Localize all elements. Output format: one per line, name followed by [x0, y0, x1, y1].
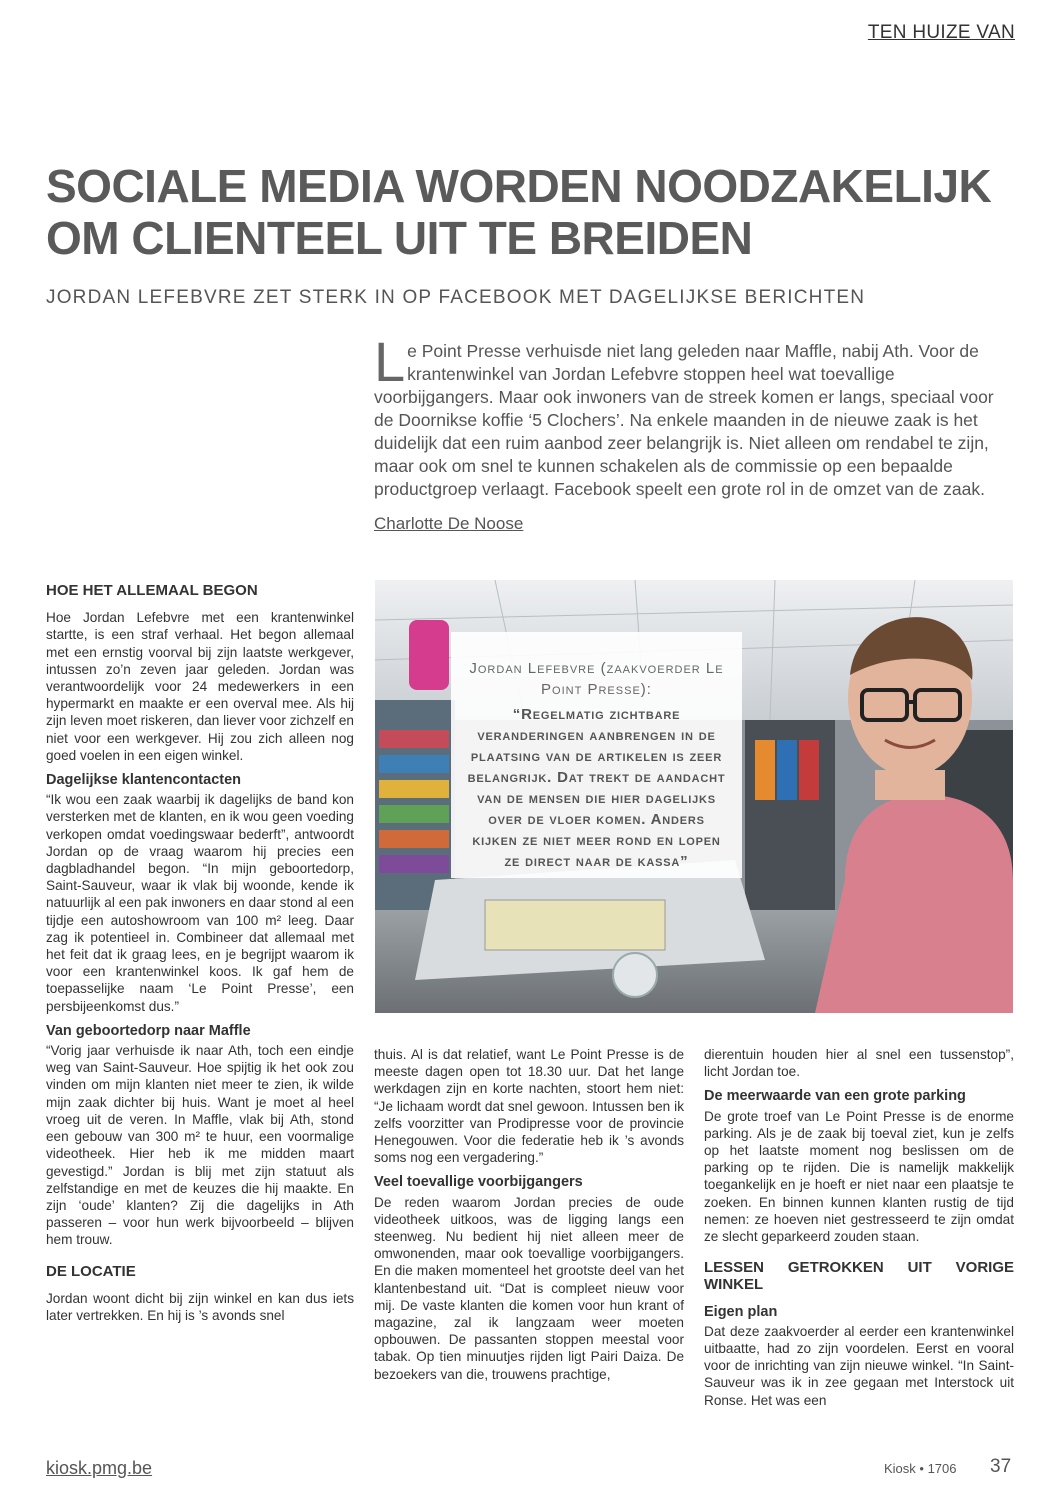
- quote-attribution: Jordan Lefebvre (zaakvoerder Le Point Presse):: [469, 660, 724, 698]
- paragraph: Jordan woont dicht bij zijn winkel en kan dus iets later vertrekken. En hij is ’s avonds snel: [46, 1290, 354, 1323]
- heading-begin: HOE HET ALLEMAAL BEGON: [46, 582, 258, 599]
- subheading-maffle: Van geboortedorp naar Maffle: [46, 1022, 251, 1039]
- headline: SOCIALE MEDIA WORDEN NOODZAKELIJK OM CLIENTEEL UIT TE BREIDEN: [46, 160, 992, 264]
- subheadline: JORDAN LEFEBVRE ZET STERK IN OP FACEBOOK MET DAGELIJKSE BERICHTEN: [46, 287, 866, 308]
- column-2: [374, 1046, 684, 1391]
- paragraph: Hoe Jordan Lefebvre met een krantenwinkel startte, is een straf verhaal. Het begon allemaal met een ernstig voorval bij zijn laatste werkgever, intussen zo’n zeven jaar geleden. Jordan was verantwoordelijk voor 24 medewerkers in een hypermarkt en maakte er een overval mee. Als hij zijn leven moet riskeren, dan liever voor zichzelf en niet voor een werkgever. Hij zou zich alleen nog goed voelen in een eigen winkel.: [46, 610, 354, 763]
- pull-quote-text: “Regelmatig zichtbare veranderingen aanbrengen in de plaatsing van de artikelen is zeer belangrijk. Dat trekt de aandacht van de mensen die hier dagelijks over de vloer komen. Anders kijken ze niet meer rond en lopen ze direct naar de kassa”: [467, 706, 726, 870]
- subheading-voorbijgangers: Veel toevallige voorbijgangers: [374, 1174, 583, 1191]
- subheading-contact: Dagelijkse klantencontacten: [46, 772, 242, 789]
- footer-site-link[interactable]: kiosk.pmg.be: [46, 1458, 153, 1478]
- subheading-plan: Eigen plan: [704, 1303, 778, 1320]
- pull-quote-box: [451, 632, 742, 878]
- paragraph: “Vorig jaar verhuisde ik naar Ath, toch een eindje weg van Saint-Sauveur. Hoe spijtig ik het ook zou vinden om mijn klanten niet meer te zien, ik wilde mijn zaak dichter bij huis. Want je moet al heel vroeg uit de veren. In Maffle, vlak bij Ath, stond een gebouw van 300 m² te huur, een voormalige videotheek. Hier heb ik me midden maart gevestigd.” Jordan is blij met zijn statuut als zelfstandige en met de keuzes die hij maakte. En zijn ‘oude’ klanten? Zij die dagelijks in Ath passeren – voor hun werk bijvoorbeeld – blijven hem trouw.: [46, 1043, 354, 1248]
- page-number: 37: [990, 1456, 1012, 1477]
- paragraph: thuis. Al is dat relatief, want Le Point Presse is de meeste dagen open tot 18.30 uur. Dat het lange werkdagen zijn en korte nachten, stoort hem niet: “Je lichaam wordt dat snel gewoon. Intussen ben ik zelfs voorzitter van Prodipresse voor de provincie Henegouwen. Voor die federatie heb ik ’s avonds soms nog een vergadering.”: [374, 1047, 684, 1166]
- paragraph: De grote troef van Le Point Presse is de enorme parking. Als je de zaak bij toeval ziet, kun je zelfs op het laatste moment nog beslissen om de parking op te rijden. Die is namelijk makkelijk toegankelijk en je hoeft er niet naar een plaatsje te zoeken. En binnen kunnen klanten rustig de tijd nemen: ze hoeven niet gestresseerd te zijn omdat ze slecht geparkeerd zouden staan.: [704, 1108, 1014, 1245]
- paragraph: “Ik wou een zaak waarbij ik dagelijks de band kon versterken met de klanten, en ik wou geen voeding verkopen omdat voedingswaar bederft”, antwoordt Jordan op de vraag waarom hij precies een dagbladhandel begon. “In mijn geboortedorp, Saint-Sauveur, waar ik vlak bij woonde, kende ik natuurlijk al een pak inwoners en daar stond al een tijdje een autoshowroom van 100 m² leeg. Daar zag ik potentieel in. Combineer dat allemaal met het feit dat ik graag lees, en je begrijpt waarom ik voor een krantenwinkel koos. Ik gaf hem de toepasselijke naam ‘Le Point Presse’, een persbijeenkomst dus.”: [46, 792, 354, 1014]
- author-link[interactable]: Charlotte De Noose: [374, 514, 524, 533]
- section-tag: TEN HUIZE VAN: [867, 22, 1015, 43]
- paragraph: De reden waarom Jordan precies de oude videotheek uitkoos, was de ligging langs een steenweg. Nu bedient hij niet alleen meer de omwonenden, maar ook toevallige voorbijgangers. En die maken momenteel het grootste deel van het klantenbestand uit. “Dat is compleet nieuw voor mij. De vaste klanten die komen voor hun krant of magazine, zal ik langzaam weer moeten opbouwen. De passanten stoppen meestal voor tabak. Op tien minuutjes rijden ligt Pairi Daiza. De bezoekers van die, trouwens prachtige,: [374, 1194, 684, 1382]
- column-1: [46, 578, 354, 1332]
- heading-lessen: LESSEN GETROKKEN UIT VORIGE WINKEL: [704, 1259, 1014, 1294]
- heading-locatie: DE LOCATIE: [46, 1262, 136, 1280]
- lead-text: e Point Presse verhuisde niet lang geleden naar Maffle, nabij Ath. Voor de krantenwinkel van Jordan Lefebvre stoppen heel wat toevallige voorbijgangers. Maar ook inwoners van de streek komen er langs, speciaal voor de Doornikse koffie ‘5 Clochers’. Na enkele maanden in de nieuwe zaak is het duidelijk dat een ruim aanbod zeer belangrijk is. Niet alleen om rendabel te zijn, maar ook om snel te kunnen schakelen als de commissie op een bepaalde productgroep verlaagt. Facebook speelt een grote rol in de omzet van de zaak.: [374, 341, 994, 499]
- paragraph: dierentuin houden hier al snel een tussenstop”, licht Jordan toe.: [704, 1047, 1014, 1080]
- footer-issue: Kiosk • 1706: [884, 1461, 957, 1476]
- paragraph: Dat deze zaakvoerder al eerder een krantenwinkel uitbaatte, had zo zijn voordelen. Eerst en vooral voor de inrichting van zijn nieuwe winkel. “In Saint-Sauveur was ik in zee gegaan met Interstock uit Ronse. Het was een: [704, 1323, 1014, 1408]
- lead-paragraph: [374, 330, 1014, 501]
- subheading-parking: De meerwaarde van een grote parking: [704, 1088, 966, 1105]
- dropcap: L: [374, 330, 406, 393]
- column-3: [704, 1046, 1014, 1417]
